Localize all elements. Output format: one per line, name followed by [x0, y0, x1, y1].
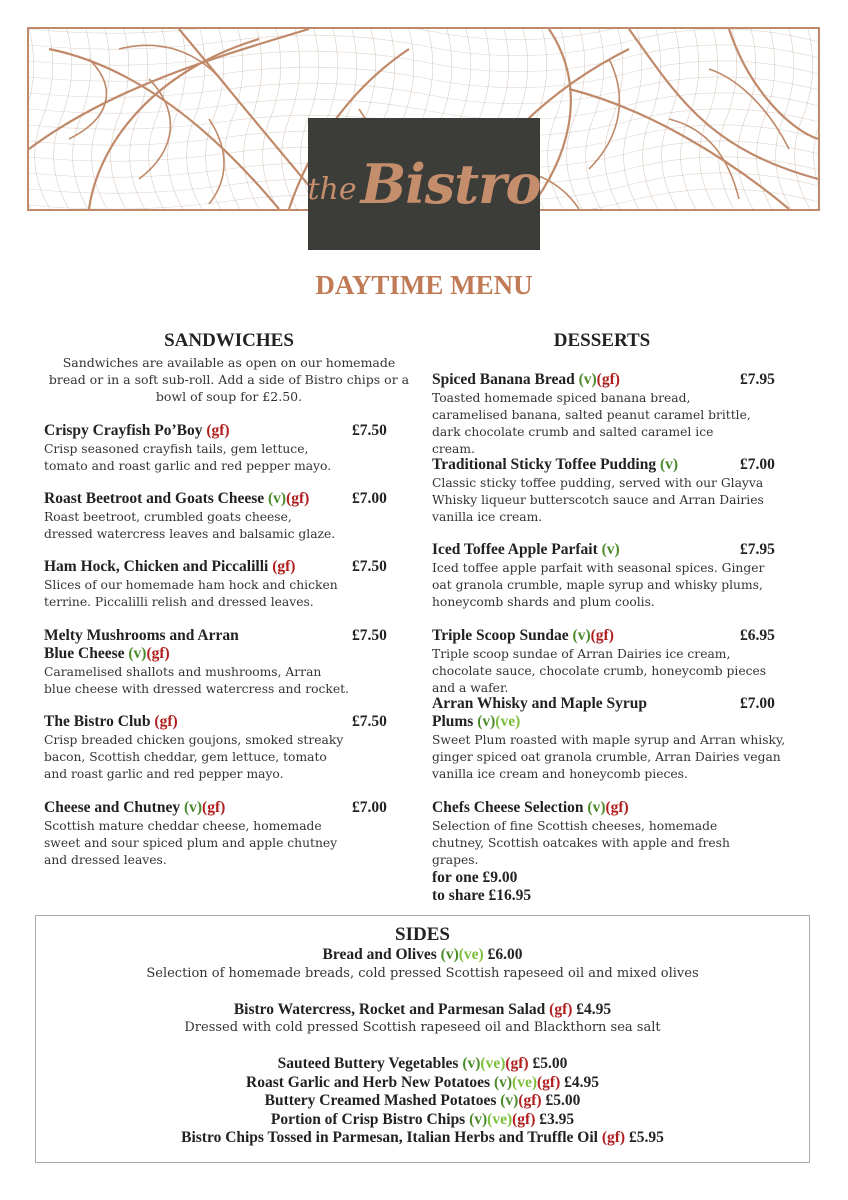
- leaf-stroke: [681, 29, 699, 209]
- gf-tag: (gf): [206, 422, 230, 439]
- gf-tag: (gf): [596, 371, 620, 388]
- item-description: Toasted homemade spiced banana bread, caramelised banana, salted peanut caramel brittle, dark chocolate crumb and salted caramel ice cream.: [432, 391, 751, 456]
- leaf-stroke: [814, 29, 818, 209]
- item-name: Spiced Banana Bread (v)(gf): [432, 371, 620, 388]
- leaf-stroke: [149, 29, 167, 209]
- v-tag: (v): [587, 799, 606, 816]
- side-item: Buttery Creamed Mashed Potatoes (v)(gf) £5.00: [264, 1092, 581, 1109]
- v-tag: (v): [462, 1055, 481, 1072]
- side-price: £5.95: [628, 1129, 664, 1146]
- ve-tag: (ve): [480, 1055, 506, 1072]
- leaf-stroke: [209, 119, 224, 204]
- item-description: Crisp seasoned crayfish tails, gem lettuce, tomato and roast garlic and red pepper mayo.: [44, 442, 332, 473]
- price-to-share: to share £16.95: [432, 887, 532, 904]
- item-price: £7.95: [740, 541, 775, 558]
- item-description: Scottish mature cheddar cheese, homemade sweet and sour spiced plum and apple chutney and dressed leaves.: [44, 819, 338, 867]
- gf-tag: (gf): [505, 1055, 529, 1072]
- leaf-stroke: [111, 29, 129, 209]
- v-tag: (v): [477, 713, 496, 730]
- ve-tag: (ve): [512, 1073, 537, 1091]
- side-item: Roast Garlic and Herb New Potatoes (v)(ve)(gf) £4.95: [246, 1073, 599, 1091]
- gf-tag: (gf): [512, 1110, 536, 1128]
- price-for-one: for one £9.00: [432, 869, 518, 886]
- sandwiches-title: SANDWICHES: [164, 330, 294, 351]
- leaf-stroke: [69, 59, 106, 139]
- v-tag: (v): [578, 371, 597, 388]
- item-price: £7.00: [352, 490, 387, 507]
- v-tag: (v): [469, 1110, 488, 1128]
- ve-tag: (ve): [495, 713, 521, 730]
- logo-bistro-text: Bistro: [360, 152, 541, 216]
- item-description: Roast beetroot, crumbled goats cheese, dressed watercress leaves and balsamic glaze.: [44, 510, 336, 541]
- gf-tag: (gf): [272, 558, 296, 575]
- sandwiches-note: Sandwiches are available as open on our homemade bread or in a soft sub-roll. Add a side of Bistro chips or a bowl of soup for £2.50.: [48, 355, 410, 404]
- leaf-stroke: [282, 29, 300, 209]
- item-name: The Bistro Club (gf): [44, 713, 178, 730]
- item-description: Caramelised shallots and mushrooms, Arran blue cheese with dressed watercress and rocket.: [44, 665, 350, 696]
- item-price: £7.95: [740, 371, 775, 388]
- gf-tag: (gf): [605, 799, 629, 816]
- item-description: Sweet Plum roasted with maple syrup and Arran whisky, ginger spiced oat granola crumble, Arran Dairies vegan vanilla ice cream and honeycomb pieces.: [432, 733, 786, 781]
- item-description: Iced toffee apple parfait with seasonal spices. Ginger oat granola crumble, maple syrup and whisky plums, honeycomb shards and plum coolis.: [432, 561, 765, 609]
- side-item: Bistro Chips Tossed in Parmesan, Italian Herbs and Truffle Oil (gf) £5.95: [181, 1129, 664, 1146]
- sides-title: SIDES: [395, 924, 450, 945]
- item-description: Triple scoop sundae of Arran Dairies ice cream, chocolate sauce, chocolate crumb, honeycomb pieces and a wafer.: [432, 647, 767, 695]
- item-price: £7.50: [352, 627, 387, 644]
- side-description: Selection of homemade breads, cold pressed Scottish rapeseed oil and mixed olives: [146, 965, 699, 981]
- menu-item: [432, 541, 807, 611]
- menu-item: [432, 456, 807, 526]
- item-description: Crisp breaded chicken goujons, smoked streaky bacon, Scottish cheddar, gem lettuce, tomato and roast garlic and red pepper mayo.: [44, 733, 344, 781]
- gf-tag: (gf): [518, 1092, 542, 1109]
- leaf-stroke: [49, 49, 279, 209]
- menu-item: [44, 713, 409, 783]
- item-price: £6.95: [740, 627, 775, 644]
- v-tag: (v): [572, 627, 591, 644]
- side-item: Bistro Watercress, Rocket and Parmesan Salad (gf) £4.95: [233, 1000, 612, 1018]
- side-price: £6.00: [487, 946, 523, 963]
- side-item: Bread and Olives (v)(ve) £6.00: [322, 946, 523, 963]
- item-name: Triple Scoop Sundae (v)(gf): [432, 627, 614, 644]
- menu-item: [44, 799, 409, 869]
- item-name: Melty Mushrooms and Arran Blue Cheese (v)(gf): [44, 627, 239, 662]
- v-tag: (v): [183, 799, 203, 816]
- bistro-logo: [308, 118, 540, 250]
- sides-section: [35, 915, 810, 1163]
- side-price: £4.95: [564, 1073, 599, 1091]
- leaf-stroke: [35, 29, 53, 209]
- item-name: Chefs Cheese Selection (v)(gf): [432, 799, 629, 816]
- item-price: £7.00: [740, 695, 775, 712]
- v-tag: (v): [128, 645, 147, 662]
- menu-item: [44, 422, 409, 475]
- leaf-stroke: [586, 29, 604, 209]
- leaf-stroke: [589, 59, 619, 169]
- item-description: Slices of our homemade ham hock and chicken terrine. Piccalilli relish and dressed leaves.: [44, 578, 338, 609]
- menu-item: [44, 627, 409, 698]
- leaf-stroke: [669, 119, 739, 199]
- leaf-stroke: [54, 29, 72, 209]
- item-price: £7.00: [740, 456, 775, 473]
- ve-tag: (ve): [458, 946, 484, 963]
- item-name: Roast Beetroot and Goats Cheese (v)(gf): [44, 490, 310, 507]
- v-tag: (v): [659, 456, 679, 473]
- menu-item: [432, 695, 807, 783]
- side-price: £5.00: [545, 1092, 581, 1109]
- item-name: Traditional Sticky Toffee Pudding (v): [432, 456, 679, 473]
- desserts-title: DESSERTS: [553, 330, 651, 351]
- gf-tag: (gf): [154, 713, 178, 730]
- menu-item: [44, 558, 409, 611]
- menu-item: [432, 799, 807, 905]
- page-title: DAYTIME MENU: [315, 270, 533, 300]
- v-tag: (v): [268, 490, 287, 507]
- item-price: £7.50: [352, 713, 387, 730]
- sandwiches-section: [44, 330, 409, 890]
- item-price: £7.50: [352, 558, 387, 575]
- gf-tag: (gf): [286, 490, 310, 507]
- v-tag: (v): [493, 1073, 513, 1091]
- gf-tag: (gf): [590, 627, 614, 644]
- side-price: £4.95: [576, 1000, 612, 1018]
- item-name: Ham Hock, Chicken and Piccalilli (gf): [44, 558, 296, 575]
- v-tag: (v): [500, 1092, 519, 1109]
- menu-item: [432, 371, 807, 458]
- leaf-stroke: [29, 29, 818, 40]
- side-description: Dressed with cold pressed Scottish rapeseed oil and Blackthorn sea salt: [184, 1020, 661, 1035]
- gf-tag: (gf): [549, 1000, 573, 1018]
- menu-item: [432, 627, 807, 697]
- menu-item: [44, 490, 409, 543]
- v-tag: (v): [601, 541, 620, 558]
- desserts-section: [432, 330, 807, 904]
- gf-tag: (gf): [146, 645, 170, 662]
- item-description: Selection of fine Scottish cheeses, homemade chutney, Scottish oatcakes with apple and fresh grapes.: [432, 819, 730, 867]
- side-price: £5.00: [532, 1055, 568, 1072]
- leaf-stroke: [225, 29, 243, 209]
- ve-tag: (ve): [487, 1110, 513, 1128]
- item-price: £7.50: [352, 422, 387, 439]
- gf-tag: (gf): [601, 1129, 626, 1146]
- side-item: Portion of Crisp Bistro Chips (v)(ve)(gf) £3.95: [270, 1110, 575, 1128]
- v-tag: (v): [440, 946, 459, 963]
- item-price: £7.00: [352, 799, 387, 816]
- item-name: Cheese and Chutney (v)(gf): [44, 799, 226, 816]
- logo-the-text: the: [307, 171, 357, 207]
- leaf-stroke: [757, 29, 775, 209]
- gf-tag: (gf): [202, 799, 226, 816]
- leaf-stroke: [263, 29, 281, 209]
- side-item: Sauteed Buttery Vegetables (v)(ve)(gf) £5.00: [277, 1055, 568, 1072]
- item-name: Iced Toffee Apple Parfait (v): [432, 541, 620, 558]
- item-name: Arran Whisky and Maple Syrup Plums (v)(ve): [432, 695, 648, 730]
- item-name: Crispy Crayfish Po’Boy (gf): [44, 422, 230, 439]
- gf-tag: (gf): [537, 1073, 561, 1091]
- leaf-stroke: [29, 29, 34, 209]
- item-description: Classic sticky toffee pudding, served with our Glayva Whisky liqueur butterscotch sauce and Arran Dairies vanilla ice cream.: [432, 476, 764, 524]
- side-price: £3.95: [539, 1110, 575, 1128]
